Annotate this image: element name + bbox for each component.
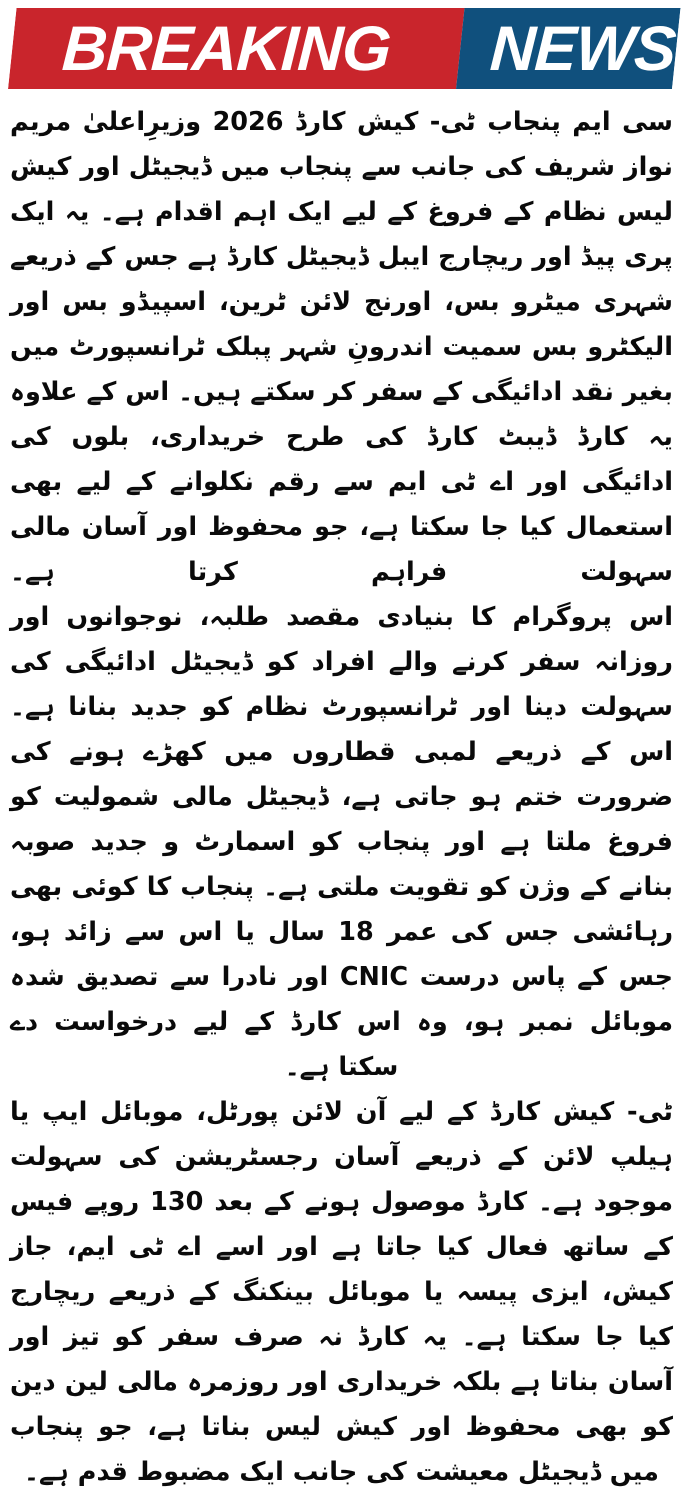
- article-paragraph-2: اس پروگرام کا بنیادی مقصد طلبہ، نوجوانوں اور روزانہ سفر کرنے والے افراد کو ڈیجیٹل ادائیگی کی سہولت دینا اور ٹرانسپورٹ نظام کو جدید بنانا ہے۔ اس کے ذریعے لمبی قطاروں میں کھڑے ہونے کی ضرورت ختم ہو جاتی ہے، ڈیجیٹل مالی شمولیت کو فروغ ملتا ہے اور پنجاب کو اسمارٹ و جدید صوبہ بنانے کے وژن کو تقویت ملتی ہے۔ پنجاب کا کوئی بھی رہائشی جس کی عمر 18 سال یا اس سے زائد ہو، جس کے پاس درست CNIC اور نادرا سے تصدیق شدہ موبائل نمبر ہو، وہ اس کارڈ کے لیے درخواست دے سکتا ہے۔: [10, 602, 673, 1082]
- article-body: [0, 96, 683, 1495]
- banner-breaking-label: BREAKING: [60, 14, 393, 84]
- banner-shape: [8, 8, 681, 89]
- breaking-news-banner: [0, 0, 683, 96]
- banner-news-label: NEWS: [488, 14, 678, 84]
- banner-red-panel: [8, 8, 465, 89]
- article-paragraph-1: سی ایم پنجاب ٹی- کیش کارڈ 2026 وزیرِاعلیٰ مریم نواز شریف کی جانب سے پنجاب میں ڈیجیٹل اور کیش لیس نظام کے فروغ کے لیے ایک اہم اقدام ہے۔ یہ ایک پری پیڈ اور ریچارج ایبل ڈیجیٹل کارڈ ہے جس کے ذریعے شہری میٹرو بس، اورنج لائن ٹرین، اسپیڈو بس اور الیکٹرو بس سمیت اندرونِ شہر پبلک ٹرانسپورٹ میں بغیر نقد ادائیگی کے سفر کر سکتے ہیں۔ اس کے علاوہ یہ کارڈ ڈیبٹ کارڈ کی طرح خریداری، بلوں کی ادائیگی اور اے ٹی ایم سے رقم نکلوانے کے لیے بھی استعمال کیا جا سکتا ہے، جو محفوظ اور آسان مالی سہولت فراہم کرتا ہے۔: [10, 107, 673, 587]
- banner-blue-panel: [456, 8, 681, 89]
- article-paragraph-3: ٹی- کیش کارڈ کے لیے آن لائن پورٹل، موبائل ایپ یا ہیلپ لائن کے ذریعے آسان رجسٹریشن کی سہولت موجود ہے۔ کارڈ موصول ہونے کے بعد 130 روپے فیس کے ساتھ فعال کیا جاتا ہے اور اسے اے ٹی ایم، جاز کیش، ایزی پیسہ یا موبائل بینکنگ کے ذریعے ریچارج کیا جا سکتا ہے۔ یہ کارڈ نہ صرف سفر کو تیز اور آسان بناتا ہے بلکہ خریداری اور روزمرہ مالی لین دین کو بھی محفوظ اور کیش لیس بناتا ہے، جو پنجاب میں ڈیجیٹل معیشت کی جانب ایک مضبوط قدم ہے۔: [10, 1097, 673, 1487]
